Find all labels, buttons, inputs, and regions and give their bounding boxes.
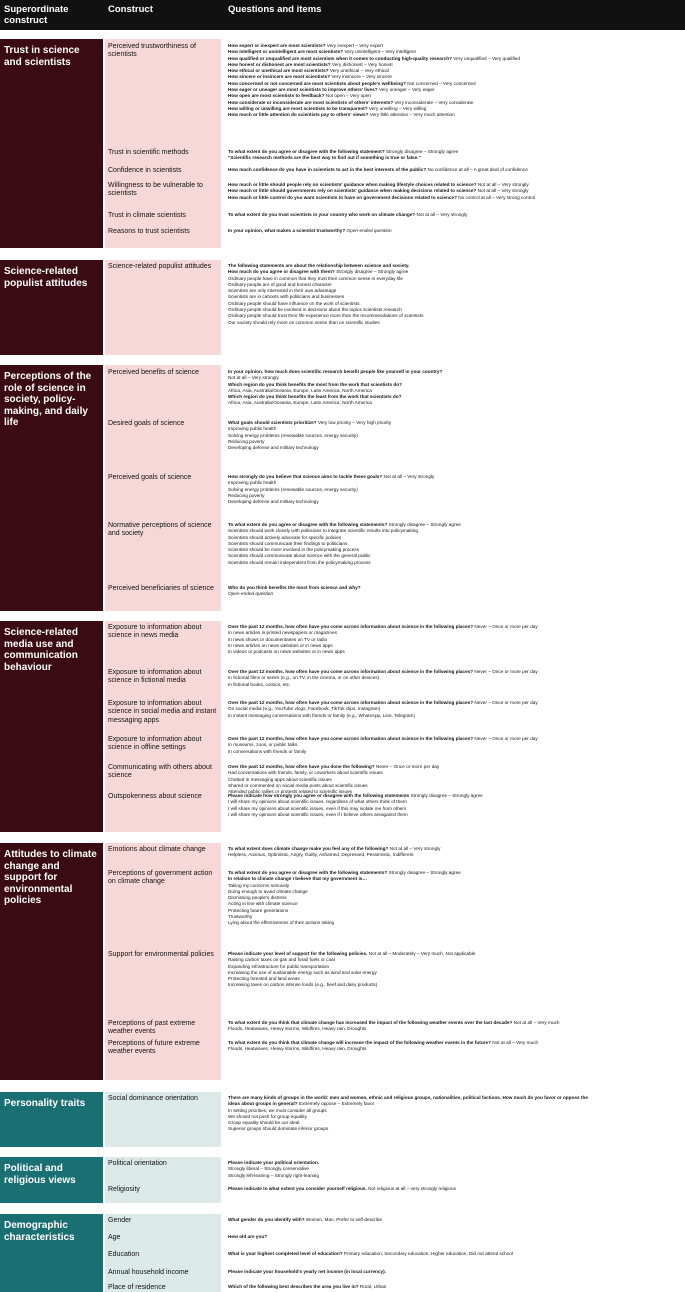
response-scale: We should not push for group equality [228,1113,307,1119]
item-line [228,445,683,451]
item-line [228,1284,683,1290]
construct-label: Communicating with others about science [108,764,212,780]
response-scale: Scientists should actively advocate for specific policies [228,534,342,540]
question-text: How honest or dishonest are most scientists? [228,61,331,67]
section-personality [0,1092,685,1147]
question-text: How willing or unwilling are most scientists to be transparent? [228,105,368,111]
response-scale: Not open – Very open [324,93,372,99]
construct-label: Perceived beneficiaries of science [108,585,214,592]
questions-cell [228,764,683,795]
questions-cell [228,369,683,407]
question-text: To what extent do you agree or disagree with the following statements? [228,522,388,527]
questions-cell [228,1160,683,1179]
response-scale: Protecting forested and land areas [228,976,300,982]
question-text: ideas about groups in general? [228,1101,298,1107]
question-text: How much confidence do you have in scientists to act in the best interests of the public? [228,167,427,172]
response-scale: Strongly disagree – Strongly agree [409,793,483,798]
open-ended-note: Open-ended question [345,228,392,233]
question-text: Please indicate to what extent you consider yourself religious. [228,1186,367,1191]
item-line [228,195,683,201]
question-text: Over the past 12 months, how often have you come across information about science in the following places? [228,624,474,629]
questions-cell [228,1186,683,1192]
item-line [228,982,683,988]
question-text: In your opinion, what makes a scientist trustworthy? [228,228,346,233]
question-text: To what extent do you think that climate change has increased the impact of the following weather events over the last decade? [228,1020,513,1025]
construct-label: Exposure to information about science in fictional media [108,669,202,685]
response-scale: On social media (e.g., YouTube vlogs, Facebook, TikTok clips, Instagram) [228,706,381,712]
construct-label: Place of residence [108,1284,166,1291]
question-text: Please indicate your household's yearly net income (in local currency). [228,1269,386,1274]
response-scale: Not at all – Very strongly [415,212,468,217]
questions-cell [228,1251,683,1257]
response-scale: Very uneager – Very eager [377,87,435,93]
response-scale: Strongly disagree – Strongly agree [387,522,461,527]
question-text: How much or little should people rely on scientists' guidance when making lifestyle choices related to science? [228,182,477,187]
construct-label: Perceived trustworthiness of scientists [108,43,196,59]
item-line [228,167,683,173]
response-scale: Not at all – Moderately – Very much, Not applicable [367,951,476,956]
questions-cell [228,870,683,927]
response-scale: Solving energy problems (renewable sources, energy security) [228,486,358,492]
construct-label: Science-related populist attitudes [108,263,212,270]
question-text: To what extent does climate change make you feel any of the following? [228,846,389,851]
questions-cell [228,474,683,505]
question-text: What goals should scientists prioritize? [228,420,317,425]
response-scale: Never – Once or more per day [473,700,538,705]
questions-cell [228,43,683,119]
construct-label: Political orientation [108,1160,167,1167]
response-scale: Extremely oppose – Extremely favor [297,1101,375,1107]
construct-label: Perceived goals of science [108,474,192,481]
response-scale: Africa, Asia, Australia/Oceania, Europe, Latin America, North America [228,400,372,406]
header-construct: Construct [108,4,153,15]
construct-label: Gender [108,1217,132,1224]
questions-cell [228,1095,683,1133]
response-scale: Helpless, Anxious, Optimistic, Angry, Guilty, Ashamed, Depressed, Pessimistic, Indifferent [228,852,414,858]
construct-column-band [105,260,221,355]
response-scale: In fictional books, comics, etc. [228,681,291,687]
questions-cell [228,624,683,655]
item-line [228,112,683,118]
question-text: How concerned or not concerned are most scientists about people's wellbeing? [228,80,406,86]
questions-cell [228,700,683,719]
response-scale: Never – Once or more per day [473,736,538,741]
construct-label: Willingness to be vulnerable to scientists [108,182,203,198]
response-scale: Never – Once or more per day [473,624,538,629]
response-scale: Not concerned – Very concerned [405,80,476,86]
questions-cell [228,1234,683,1240]
response-scale: Ordinary people have in common that they trust their common sense in everyday life [228,275,403,281]
response-scale: Very unwilling – Very willing [367,105,427,111]
response-scale: Scientists should communicate their findings to politicians [228,540,348,546]
superordinate-construct: Political and religious views [0,1157,103,1203]
response-scale: In museums, zoos, or public talks [228,742,298,748]
response-scale: In fictional films or series (e.g., on TV, in the cinema, or on other devices) [228,675,380,681]
header-questions: Questions and items [228,4,322,15]
question-text: How expert or inexpert are most scientists? [228,43,326,48]
response-scale: Rural, Urban [358,1284,387,1289]
item-line [228,228,683,234]
response-scale: Protecting future generations [228,907,289,913]
response-scale: Increasing the use of sustainable energy such as wind and solar energy [228,969,377,975]
section-media [0,621,685,832]
questions-cell [228,736,683,755]
response-scale: Group equality should be our ideal [228,1120,300,1126]
response-scale: Very little attention – Very much attention [368,112,455,118]
questions-cell [228,263,683,326]
questions-cell [228,149,683,162]
response-scale: Ordinary people are of good and honest character [228,281,332,287]
response-scale: Acting in line with climate science [228,901,298,907]
section-populism [0,260,685,355]
questions-cell [228,669,683,688]
response-scale: In setting priorities, we must consider all groups [228,1107,327,1113]
response-scale: Africa, Asia, Australia/Oceania, Europe, Latin America, North America [228,387,372,393]
response-scale: Never – Once or more per day [473,669,538,674]
question-text: How much or little control do you want scientists to have on government decisions related to science? [228,194,457,200]
questions-cell [228,585,683,598]
item-line [228,852,683,858]
construct-label: Perceptions of future extreme weather events [108,1040,200,1056]
superordinate-construct: Science-related populist attitudes [0,260,103,355]
construct-label: Education [108,1251,140,1258]
question-text: How old are you? [228,1234,268,1239]
construct-label: Annual household income [108,1269,189,1276]
response-scale: I will share my opinions about scientific issues, even if I believe others areagainst them [228,811,408,817]
questions-cell [228,793,683,818]
questions-cell [228,1269,683,1275]
response-scale: Scientists should work closely with politicians to integrate scientific results into policymaking [228,528,418,534]
questions-cell [228,951,683,989]
construct-label: Religiosity [108,1186,140,1193]
construct-label: Trust in climate scientists [108,212,186,219]
response-scale: Very inexpert – Very expert [325,43,384,48]
item-line [228,1251,683,1257]
question-text: Please indicate how strongly you agree or disagree with the following statements [228,793,410,798]
response-scale: Very dishonest – Very honest [330,61,393,67]
question-text: Over the past 12 months, how often have you come across information about science in the following places? [228,669,474,674]
response-scale: Reducing poverty [228,492,265,498]
response-scale: Never – Once or more per day [374,764,440,769]
question-text: Please indicate your political orientation. [228,1160,320,1165]
questions-cell [228,1284,683,1290]
construct-label: Emotions about climate change [108,846,206,853]
response-scale: Ordinary people should trust their life experience more than the recommendations of scientists [228,313,424,319]
item-line [228,212,683,218]
question-text: The following statements are about the relationship between science and society. [228,263,410,268]
construct-label: Perceptions of past extreme weather events [108,1020,196,1036]
construct-label: Normative perceptions of science and society [108,522,212,538]
response-scale: Increasing taxes on carbon intense foods (e.g., beef and dairy products) [228,982,378,988]
question-text: How eager or uneager are most scientists to improve others' lives? [228,87,378,93]
question-text: What gender do you identify with? [228,1217,305,1222]
response-scale: Strongly left-leaning – Strongly right-leaning [228,1172,319,1178]
response-scale: Attended public rallies or protests related to scientific issues [228,789,353,795]
response-scale: Solving energy problems (renewable sources, energy security) [228,432,358,438]
question-text: In relation to climate change I believe that my government is… [228,876,368,882]
response-scale: Chatted in messaging apps about scientific issues [228,776,332,782]
superordinate-construct: Perceptions of the role of science in society, policy-making, and daily life [0,365,103,611]
item-line [228,1026,683,1032]
construct-label: Age [108,1234,121,1241]
item-line [228,320,683,326]
section-trust [0,39,685,248]
response-scale: Scientists are in cahoots with politicians and businesses [228,294,345,300]
response-scale: Very insincere – Very sincere [330,74,392,80]
construct-label: Reasons to trust scientists [108,228,190,235]
response-scale: Very low priority – Very high priority [316,420,392,425]
question-text: How open are most scientists to feedback? [228,93,325,99]
response-scale: Floods, Heatwaves, Heavy storms, Wildfires, Heavy rain, Droughts [228,1046,367,1052]
response-scale: Scientists should be more involved in the policymaking process [228,547,360,553]
construct-label: Perceptions of government action on climate change [108,870,213,886]
response-scale: I will share my opinions about scientific issues, even if this may isolate me from others [228,805,407,811]
response-scale: Reducing poverty [228,438,265,444]
question-text: There are many kinds of groups in the world: men and women, ethnic and religious groups, nationalities, political factions. How much do you favor or oppose the [228,1095,588,1100]
question-text: How intelligent or unintelligent are most scientists? [228,49,344,55]
response-scale: Not at all – Very strongly [476,182,529,187]
response-scale: Strongly liberal – Strongly conservative [228,1166,310,1172]
item-line [228,1217,683,1223]
question-text: To what extent do you think that climate change will increase the impact of the following weather events in the future? [228,1040,491,1045]
construct-label: Confidence in scientists [108,167,182,174]
superordinate-construct: Science-related media use and communication behaviour [0,621,103,832]
questions-cell [228,420,683,451]
response-scale: Strongly disagree – Strongly agree [384,149,459,154]
response-scale: Had conversations with friends, family, or coworkers about scientific issues [228,770,383,776]
item-line [228,812,683,818]
response-scale: Developing defense and military technology [228,499,319,505]
response-scale: Developing defense and military technology [228,445,319,451]
open-ended-note: Open-ended question [228,591,274,597]
item-line [228,560,683,566]
superordinate-construct: Demographic characteristics [0,1214,103,1292]
item-line [228,713,683,719]
response-scale: In news articles on news websites or in news apps [228,642,333,648]
question-text: How considerate or inconsiderate are most scientists of others' interests? [228,99,394,105]
response-scale: In videos or podcasts on news websites or in news apps [228,649,345,655]
response-scale: No control at all – Very strong control [456,194,536,200]
response-scale: Very unqualified – Very qualified [452,55,521,61]
superordinate-construct: Personality traits [0,1092,103,1147]
question-text: "Scientific research methods are the best way to find out if something is true or false." [228,155,421,161]
questions-cell [228,182,683,201]
response-scale: Women, Man, Prefer to self-describe [304,1217,383,1222]
question-text: To what extent do you agree or disagree with the following statements? [228,870,388,875]
construct-label: Outspokenness about science [108,793,202,800]
response-scale: Primary education, Secondary education, Higher education, Did not attend school [342,1251,514,1256]
superordinate-construct: Trust in science and scientists [0,39,103,248]
construct-label: Desired goals of science [108,420,185,427]
superordinate-construct: Attitudes to climate change and support for environmental policies [0,843,103,1080]
item-line [228,649,683,655]
response-scale: Not at all – Very strongly [388,846,441,851]
item-line [228,1186,683,1192]
question-text: How much or little should governments rely on scientists' guidance when making decisions related to science? [228,188,477,194]
response-scale: Not at all – Very much [490,1040,539,1045]
response-scale: Very inconsiderate – Very considerate [393,99,474,105]
questions-cell [228,167,683,173]
construct-label: Social dominance orientation [108,1095,198,1102]
item-line [228,749,683,755]
section-climate [0,843,685,1080]
question-text: Over the past 12 months, how often have you come across information about science in the following places? [228,736,474,741]
questions-cell [228,1217,683,1223]
question-text: Which of the following best describes the area you live in? [228,1284,359,1289]
question-text: Over the past 12 months, how often have you done the following? [228,764,375,769]
construct-column-band [105,365,221,611]
item-line [228,499,683,505]
response-scale: No confidence at all – A great deal of confidence [426,167,528,172]
response-scale: Not at all – Very strongly [476,188,529,194]
question-text: How strongly do you believe that science aims to tackle these goals? [228,474,383,479]
construct-label: Perceived benefits of science [108,369,200,376]
question-text: Which region do you think benefits the most from the work that scientists do? [228,381,402,387]
question-text: How much or little attention do scientists pay to others' views? [228,112,369,118]
response-scale: Strongly disagree – Strongly agree [334,269,409,275]
header-superordinate: Superordinate construct [4,4,69,26]
response-scale: Not religious at all – very strongly religious [366,1186,456,1191]
response-scale: Not at all – Very strongly [382,474,435,479]
response-scale: I will share my opinions about scientific issues, regardless of what others think of them [228,799,407,805]
response-scale: In news articles in printed newspapers or magazines [228,630,337,636]
response-scale: Not at all – Very strongly [228,375,279,381]
construct-label: Exposure to information about science in offline settings [108,736,202,752]
response-scale: Scientists should remain independent from the policymaking process [228,559,371,565]
response-scale: Strongly disagree – Strongly agree [387,870,461,875]
item-line [228,591,683,597]
response-scale: Ordinary people should be involved in decisions about the topics scientists research [228,307,402,313]
response-scale: Taking my concerns seriously [228,882,290,888]
question-text: Over the past 12 months, how often have you come across information about science in the following places? [228,700,474,705]
question-text: How much do you agree or disagree with them? [228,269,335,275]
response-scale: Very unethical – Very ethical [328,68,389,74]
response-scale: Improving public health [228,480,277,486]
questions-cell [228,212,683,218]
response-scale: Ordinary people should have influence on the work of scientists. [228,300,361,306]
response-scale: Shared or commented on social media posts about scientific issues [228,782,368,788]
response-scale: Doing enough to avoid climate change [228,888,308,894]
question-text: In your opinion, how much does scientific research benefit people like yourself in your country? [228,369,443,374]
response-scale: Our society should rely more on common sense than on scientific studies [228,319,380,325]
item-line [228,1269,683,1275]
item-line [228,920,683,926]
response-scale: Improving public health [228,426,277,432]
questions-cell [228,1040,683,1053]
response-scale: Very unintelligent – Very intelligent [343,49,416,55]
response-scale: Superior groups should dominate inferior groups [228,1126,329,1132]
question-text: Which region do you think benefits the least from the work that scientists do? [228,394,402,400]
response-scale: Scientists should communicate about science with the general public [228,553,371,559]
table-header [0,0,685,30]
question-text: Who do you think benefits the most from science and why? [228,585,361,590]
response-scale: Lying about the effectiveness of their actions taking [228,920,335,926]
question-text: How sincere or insincere are most scientists? [228,74,331,80]
response-scale: Dismissing people's distress [228,895,287,901]
construct-label: Support for environmental policies [108,951,214,958]
question-text: How ethical or unethical are most scientists? [228,68,329,74]
item-line [228,1126,683,1132]
item-line [228,1046,683,1052]
item-line [228,1173,683,1179]
question-text: To what extent do you agree or disagree with the following statement? [228,149,385,154]
response-scale: In news shows or documentaries on TV or radio [228,636,328,642]
question-text: To what extent do you trust scientists in your country who work on climate change? [228,212,416,217]
section-role [0,365,685,611]
questions-cell [228,522,683,566]
section-demographic [0,1214,685,1292]
question-text: Please indicate your level of support for the following policies. [228,951,368,956]
response-scale: Expanding infrastructure for public transportation [228,963,330,969]
item-line [228,400,683,406]
response-scale: Trustworthy [228,914,253,920]
section-political [0,1157,685,1203]
item-line [228,1234,683,1240]
item-line [228,682,683,688]
construct-label: Trust in scientific methods [108,149,189,156]
questions-cell [228,1020,683,1033]
construct-label: Exposure to information about science in social media and instant messaging apps [108,700,217,724]
response-scale: Floods, Heatwaves, Heavy storms, Wildfires, Heavy rain, Droughts [228,1026,367,1032]
response-scale: In instant messaging conversations with friends or family (e.g., WhatsApp, Line, Telegram) [228,712,415,718]
response-scale: Scientists are only interested in their own advantage [228,288,337,294]
question-text: What is your highest completed level of education? [228,1251,343,1256]
response-scale: Raising carbon taxes on gas and fossil fuels or coal [228,957,335,963]
questions-cell [228,846,683,859]
construct-label: Exposure to information about science in news media [108,624,202,640]
response-scale: Not at all – Very much [512,1020,560,1025]
questions-cell [228,228,683,234]
response-scale: In conversations with friends or family [228,748,307,754]
question-text: How qualified or unqualified are most scientists when it comes to conducting high-quality research? [228,55,452,61]
item-line [228,155,683,161]
